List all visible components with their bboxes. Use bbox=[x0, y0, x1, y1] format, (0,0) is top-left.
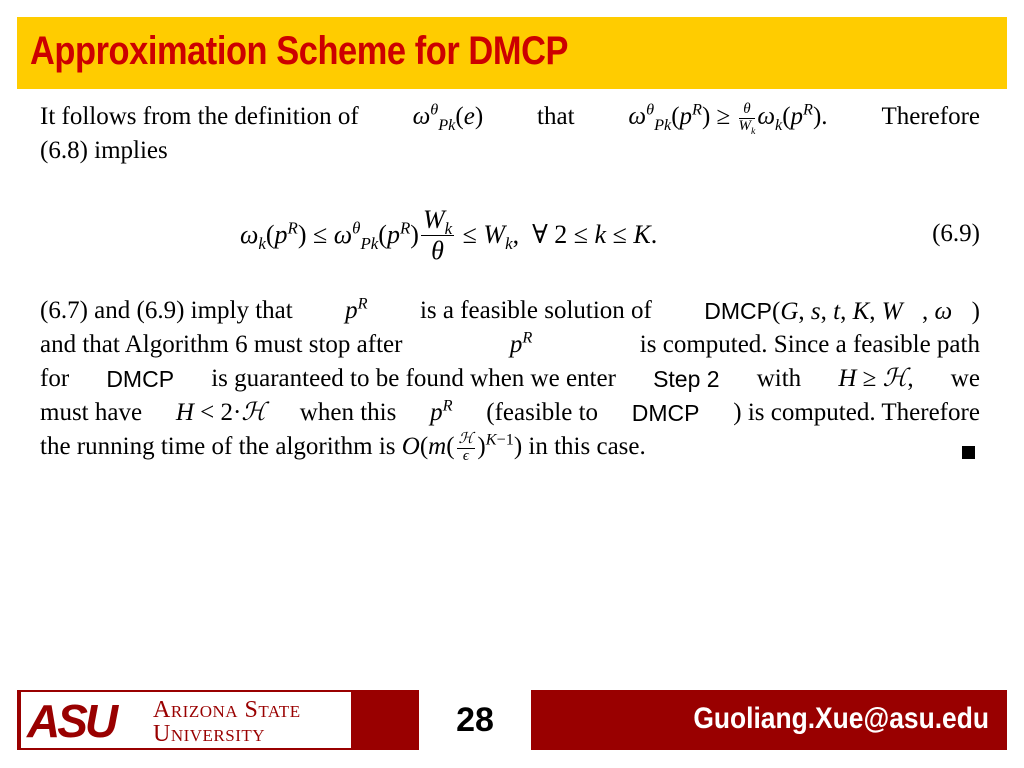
math-runtime: O(m( $\frac{\text{ℋ}}{\epsilon}$ )$^{K-1}$) bbox=[401, 430, 523, 464]
footer-bar bbox=[17, 690, 1007, 750]
asu-logo-line-1: Arizona State bbox=[153, 697, 301, 723]
asu-logo-text bbox=[153, 698, 301, 746]
math-omega-def: $\omega^\theta_{Pk}(e)$ bbox=[412, 100, 484, 134]
text-fragment: that bbox=[537, 103, 575, 130]
asu-logo-mark: ASU bbox=[27, 695, 116, 747]
asu-logo bbox=[21, 692, 351, 748]
paragraph-2-line-2 bbox=[40, 328, 980, 362]
math-dmcp-call: DMCP(G, s, t, K, W⃗, ω⃗) bbox=[704, 298, 980, 325]
text-fragment: with bbox=[756, 365, 802, 392]
text-fragment: is a feasible solution of bbox=[419, 297, 652, 324]
math-inequality: $\omega^\theta_{Pk}(p^R)$ ≥ $\frac{\theta}{W_k}$ $\omega_k(p^R)$. bbox=[628, 100, 828, 137]
paragraph-2 bbox=[40, 294, 980, 464]
math-H-lt: H < 2·ℋ bbox=[175, 399, 267, 426]
text-fragment: (feasible to bbox=[486, 399, 599, 426]
equation-number: (6.9) bbox=[932, 220, 980, 247]
text-fragment: and that Algorithm 6 must stop after bbox=[40, 331, 403, 358]
text-fragment: (6.7) and (6.9) imply that bbox=[40, 297, 293, 324]
paragraph-1 bbox=[40, 100, 980, 168]
math-H-ge: H ≥ ℋ, bbox=[838, 365, 914, 392]
math-pR: $p^R$ bbox=[509, 328, 533, 358]
paragraph-1-line-2: (6.8) implies bbox=[40, 137, 168, 164]
text-fragment: ) is computed. Therefore bbox=[733, 399, 980, 426]
text-fragment: in this case. bbox=[528, 433, 646, 460]
text-fragment: for bbox=[40, 365, 70, 392]
dmcp-label: DMCP bbox=[704, 298, 772, 324]
text-fragment: the running time of the algorithm is bbox=[40, 433, 396, 460]
slide-title: Approximation Scheme for DMCP bbox=[30, 29, 568, 73]
math-pR: $p^R$ bbox=[345, 294, 368, 324]
text-fragment: is computed. Since a feasible path bbox=[639, 331, 980, 358]
text-fragment: is guaranteed to be found when we enter bbox=[211, 365, 616, 392]
paragraph-2-line-1 bbox=[40, 294, 980, 328]
paragraph-2-line-4 bbox=[40, 396, 980, 430]
text-fragment: Therefore bbox=[881, 103, 980, 130]
text-fragment: we bbox=[950, 365, 980, 392]
step-label: Step 2 bbox=[653, 366, 720, 392]
page-number: 28 bbox=[456, 701, 494, 739]
dmcp-label: DMCP bbox=[631, 400, 700, 426]
equation-6-9: $\omega_k(p^R) \le \omega^\theta_{Pk}(p^R)$ $\frac{W_k}{\theta}$ ≤ $W_k$, ∀ 2 ≤ k ≤ K. bbox=[240, 204, 658, 265]
paragraph-2-line-5 bbox=[40, 430, 980, 464]
math-pR: $p^R$ bbox=[430, 396, 453, 426]
text-fragment: must have bbox=[40, 399, 143, 426]
text-fragment: when this bbox=[299, 399, 397, 426]
author-email: Guoliang.Xue@asu.edu bbox=[693, 702, 989, 735]
qed-square-icon bbox=[962, 446, 975, 459]
dmcp-label: DMCP bbox=[106, 366, 175, 392]
paragraph-1-line-1 bbox=[40, 100, 980, 137]
asu-logo-line-2: University bbox=[153, 721, 266, 747]
title-bar bbox=[17, 17, 1007, 89]
paragraph-2-line-3 bbox=[40, 362, 980, 396]
display-equation bbox=[40, 196, 980, 276]
page-number-box bbox=[419, 690, 531, 750]
text-fragment: It follows from the definition of bbox=[40, 103, 359, 130]
